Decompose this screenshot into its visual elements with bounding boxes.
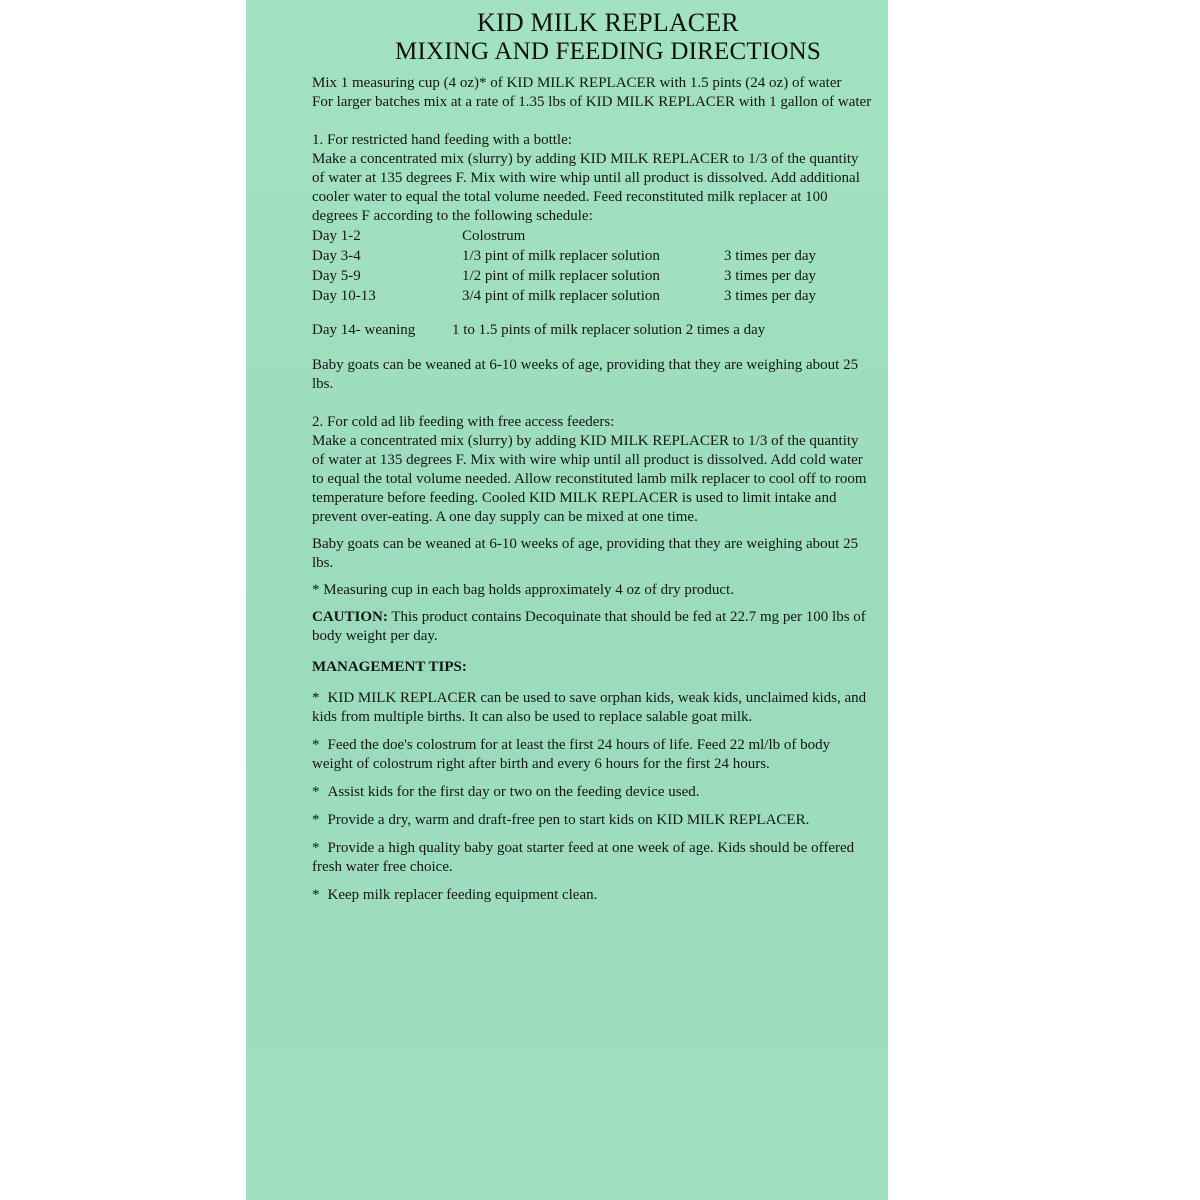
tip-item bbox=[312, 886, 874, 905]
schedule-times bbox=[724, 226, 874, 246]
caution-note bbox=[312, 608, 874, 646]
schedule-row bbox=[312, 286, 874, 306]
schedule-day: Day 1-2 bbox=[312, 228, 361, 244]
bullet-icon: * bbox=[312, 812, 320, 828]
schedule-row bbox=[312, 246, 874, 266]
schedule-row bbox=[312, 226, 874, 246]
schedule-day: Day 5-9 bbox=[312, 268, 361, 284]
weaning-text: 1 to 1.5 pints of milk replacer solution 2 times a day bbox=[452, 322, 766, 338]
tip-text: Feed the doe's colostrum for at least the first 24 hours of life. Feed 22 ml/lb of body weight of colostrum right after birth and every 6 hours for the first 24 hours. bbox=[312, 737, 831, 772]
measuring-cup-note: * Measuring cup in each bag holds approximately 4 oz of dry product. bbox=[312, 582, 734, 598]
bullet-icon: * bbox=[312, 840, 320, 856]
caution-text: This product contains Decoquinate that should be fed at 22.7 mg per 100 lbs of body weight per day. bbox=[312, 609, 866, 644]
document-subtitle: MIXING AND FEEDING DIRECTIONS bbox=[395, 38, 821, 65]
schedule-row bbox=[312, 266, 874, 286]
tip-text: Provide a dry, warm and draft-free pen to start kids on KID MILK REPLACER. bbox=[327, 812, 810, 828]
instruction-sheet bbox=[246, 0, 888, 1200]
bullet-icon: * bbox=[312, 737, 320, 753]
schedule-amount: 1/3 pint of milk replacer solution bbox=[462, 248, 660, 264]
section2-heading: 2. For cold ad lib feeding with free access feeders: bbox=[312, 414, 615, 430]
bullet-icon: * bbox=[312, 784, 320, 800]
section1-wean-note: Baby goats can be weaned at 6-10 weeks of age, providing that they are weighing about 25 lbs. bbox=[312, 357, 859, 392]
tip-text: Provide a high quality baby goat starter feed at one week of age. Kids should be offered fresh water free choice. bbox=[312, 840, 855, 875]
tip-text: Assist kids for the first day or two on the feeding device used. bbox=[327, 784, 700, 800]
management-tips-heading: MANAGEMENT TIPS: bbox=[312, 659, 467, 675]
caution-label: CAUTION: bbox=[312, 609, 388, 625]
schedule-day: Day 3-4 bbox=[312, 248, 361, 264]
schedule-times: 3 times per day bbox=[724, 268, 817, 284]
feeding-schedule bbox=[312, 226, 874, 306]
tip-text: KID MILK REPLACER can be used to save orphan kids, weak kids, unclaimed kids, and kids from multiple births. It can also be used to replace salable goat milk. bbox=[312, 690, 867, 725]
section2-wean-note: Baby goats can be weaned at 6-10 weeks of age, providing that they are weighing about 25 lbs. bbox=[312, 536, 859, 571]
schedule-day: Day 10-13 bbox=[312, 288, 376, 304]
tip-item bbox=[312, 736, 874, 774]
schedule-amount: 3/4 pint of milk replacer solution bbox=[462, 288, 660, 304]
bullet-icon: * bbox=[312, 887, 320, 903]
section1-heading: 1. For restricted hand feeding with a bottle: bbox=[312, 132, 572, 148]
bullet-icon: * bbox=[312, 690, 320, 706]
section1-body: Make a concentrated mix (slurry) by adding KID MILK REPLACER to 1/3 of the quantity of water at 135 degrees F. Mix with wire whip until all product is dissolved. Add additional cooler water to equal the total volume needed. Feed reconstituted milk replacer at 100 degrees F according to the following schedule: bbox=[312, 151, 860, 224]
schedule-times: 3 times per day bbox=[724, 288, 817, 304]
schedule-amount: Colostrum bbox=[462, 228, 526, 244]
tip-item bbox=[312, 689, 874, 727]
section2-body: Make a concentrated mix (slurry) by adding KID MILK REPLACER to 1/3 of the quantity of water at 135 degrees F. Mix with wire whip until all product is dissolved. Add cold water to equal the total volume needed. Allow reconstituted lamb milk replacer to cool off to room temperature before feeding. Cooled KID MILK REPLACER is used to limit intake and prevent over-eating. A one day supply can be mixed at one time. bbox=[312, 433, 867, 525]
intro-line-1: Mix 1 measuring cup (4 oz)* of KID MILK REPLACER with 1.5 pints (24 oz) of water bbox=[312, 75, 842, 91]
tip-item bbox=[312, 783, 874, 802]
intro-line-2: For larger batches mix at a rate of 1.35 lbs of KID MILK REPLACER with 1 gallon of water bbox=[312, 94, 872, 110]
weaning-day: Day 14- weaning bbox=[312, 322, 416, 338]
weaning-row bbox=[312, 320, 874, 340]
tip-text: Keep milk replacer feeding equipment clean. bbox=[327, 887, 598, 903]
document-title: KID MILK REPLACER bbox=[477, 8, 739, 37]
schedule-times: 3 times per day bbox=[724, 248, 817, 264]
tip-item bbox=[312, 839, 874, 877]
tip-item bbox=[312, 811, 874, 830]
schedule-amount: 1/2 pint of milk replacer solution bbox=[462, 268, 660, 284]
